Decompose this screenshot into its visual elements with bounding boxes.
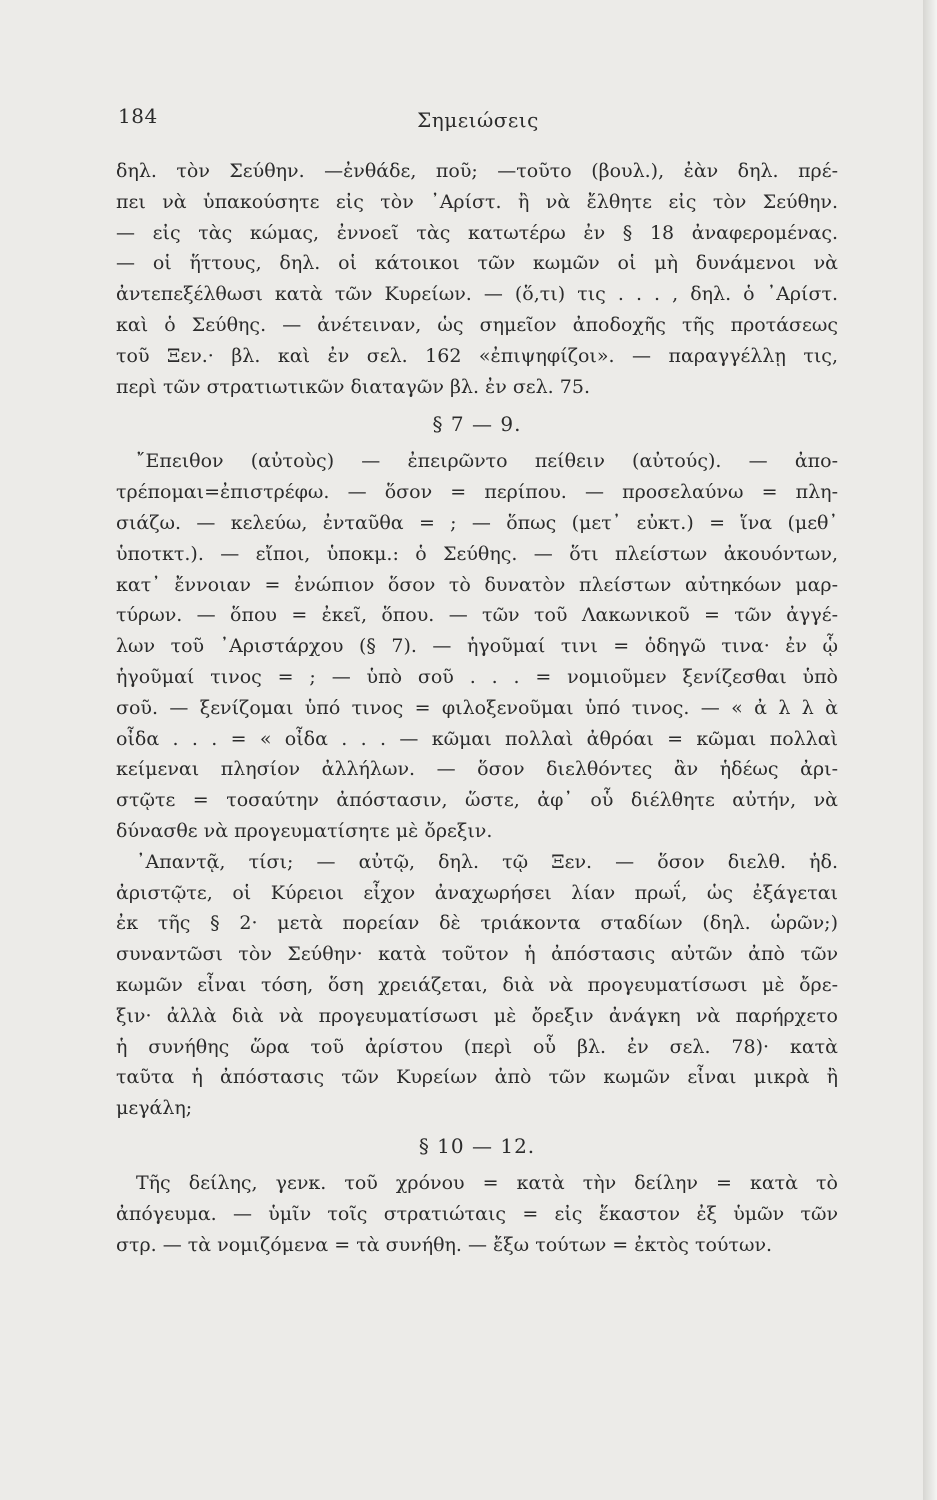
text-line: καὶ ὁ Σεύθης. — ἀνέτειναν, ὡς σημεῖον ἀποδοχῆς τῆς προτάσεως — [116, 313, 838, 336]
text-line: ἀριστῷτε, οἱ Κύρειοι εἶχον ἀναχωρήσει λίαν πρωΐ, ὡς ἐξάγεται — [116, 881, 838, 904]
text-line: ἀπόγευμα. — ὑμῖν τοῖς στρατιώταις = εἰς ἕκαστον ἐξ ὑμῶν τῶν — [116, 1202, 838, 1225]
text-line: σοῦ. — ξενίζομαι ὑπό τινος = φιλοξενοῦμαι ὑπό τινος. — « ἀ λ λ ὰ — [116, 696, 838, 719]
text-line: ἡγοῦμαί τινος = ; — ὑπὸ σοῦ . . . = νομιοῦμεν ξενίζεσθαι ὑπὸ — [116, 665, 838, 688]
text-line: ταῦτα ἡ ἀπόστασις τῶν Κυρείων ἀπὸ τῶν κωμῶν εἶναι μικρὰ ἢ — [116, 1066, 838, 1089]
text-line: σιάζω. — κελεύω, ἐνταῦθα = ; — ὅπως (μετ᾿ εὐκτ.) = ἵνα (μεθ᾿ — [116, 511, 838, 534]
text-line: ὑποτκτ.). — εἴποι, ὑποκμ.: ὁ Σεύθης. — ὅτι πλείστων ἀκουόντων, — [116, 542, 838, 565]
notes-body — [116, 156, 838, 1260]
text-line: κατ᾿ ἔννοιαν = ἐνώπιον ὅσον τὸ δυνατὸν πλείστων αὐτηκόων μαρ- — [116, 573, 838, 596]
text-line: — οἱ ἥττους, δηλ. οἱ κάτοικοι τῶν κωμῶν οἱ μὴ δυνάμενοι νὰ — [116, 252, 838, 275]
text-line: στρ. — τὰ νομιζόμενα = τὰ συνήθη. — ἔξω τούτων = ἐκτὸς τούτων. — [116, 1233, 773, 1256]
text-line: τύρων. — ὅπου = ἐκεῖ, ὅπου. — τῶν τοῦ Λακωνικοῦ = τῶν ἀγγέ- — [116, 604, 838, 627]
text-line: πει νὰ ὑπακούσητε εἰς τὸν ᾿Αρίστ. ἢ νὰ ἔλθητε εἰς τὸν Σεύθην. — [116, 190, 838, 213]
text-line: ἡ συνήθης ὥρα τοῦ ἀρίστου (περὶ οὗ βλ. ἐν σελ. 78)· κατὰ — [116, 1035, 838, 1058]
text-line: κείμεναι πλησίον ἀλλήλων. — ὅσον διελθόντες ἂν ἡδέως ἀρι- — [116, 758, 838, 781]
section-heading: § 10 — 12. — [418, 1133, 536, 1158]
page-number: 184 — [118, 104, 158, 128]
text-line: — εἰς τὰς κώμας, ἐννοεῖ τὰς κατωτέρω ἐν § 18 ἀναφερομένας. — [116, 221, 838, 244]
page-edge — [923, 0, 937, 1500]
text-line: περὶ τῶν στρατιωτικῶν διαταγῶν βλ. ἐν σελ. 75. — [116, 375, 590, 398]
text-line: ῎Επειθον (αὐτοὺς) — ἐπειρῶντο πείθειν (αὐτούς). — ἀπο- — [136, 450, 838, 473]
text-line: Τῆς δείλης, γενκ. τοῦ χρόνου = κατὰ τὴν δείλην = κατὰ τὸ — [136, 1171, 838, 1194]
text-line: κωμῶν εἶναι τόση, ὅση χρειάζεται, διὰ νὰ προγευματίσωσι μὲ ὄρε- — [116, 973, 838, 996]
text-line: τρέπομαι=ἐπιστρέφω. — ὅσον = περίπου. — προσελαύνω = πλη- — [116, 481, 838, 504]
text-line: οἶδα . . . = « οἶδα . . . — κῶμαι πολλαὶ ἀθρόαι = κῶμαι πολλαὶ — [116, 727, 838, 750]
text-line: μεγάλη; — [116, 1097, 193, 1120]
running-title: Σημειώσεις — [417, 108, 539, 132]
text-line: συναντῶσι τὸν Σεύθην· κατὰ τοῦτον ἡ ἀπόστασις αὐτῶν ἀπὸ τῶν — [116, 943, 838, 966]
text-line: ᾿Απαντᾷ, τίσι; — αὐτῷ, δηλ. τῷ Ξεν. — ὅσον διελθ. ἡδ. — [136, 850, 838, 873]
section-heading: § 7 — 9. — [432, 412, 522, 437]
text-line: τοῦ Ξεν.· βλ. καὶ ἐν σελ. 162 «ἐπιψηφίζοι». — παραγγέλλῃ τις, — [116, 344, 838, 367]
text-line: λων τοῦ ᾿Αριστάρχου (§ 7). — ἡγοῦμαί τινι = ὁδηγῶ τινα· ἐν ᾧ — [116, 635, 838, 658]
text-line: δηλ. τὸν Σεύθην. —ἐνθάδε, ποῦ; —τοῦτο (βουλ.), ἐὰν δηλ. πρέ- — [116, 160, 838, 182]
text-line: δύνασθε νὰ προγευματίσητε μὲ ὄρεξιν. — [116, 819, 493, 842]
text-line: ἀντεπεξέλθωσι κατὰ τῶν Κυρείων. — (ὅ,τι) τις . . . , δηλ. ὁ ᾿Αρίστ. — [116, 283, 838, 306]
text-line: ἐκ τῆς § 2· μετὰ πορείαν δὲ τριάκοντα σταδίων (δηλ. ὡρῶν;) — [116, 912, 838, 935]
text-line: στῷτε = τοσαύτην ἀπόστασιν, ὥστε, ἀφ᾿ οὗ διέλθητε αὐτήν, νὰ — [116, 789, 838, 812]
page-header — [118, 98, 838, 138]
text-line: ξιν· ἀλλὰ διὰ νὰ προγευματίσωσι μὲ ὄρεξιν ἀνάγκη νὰ παρήρχετο — [116, 1004, 838, 1027]
